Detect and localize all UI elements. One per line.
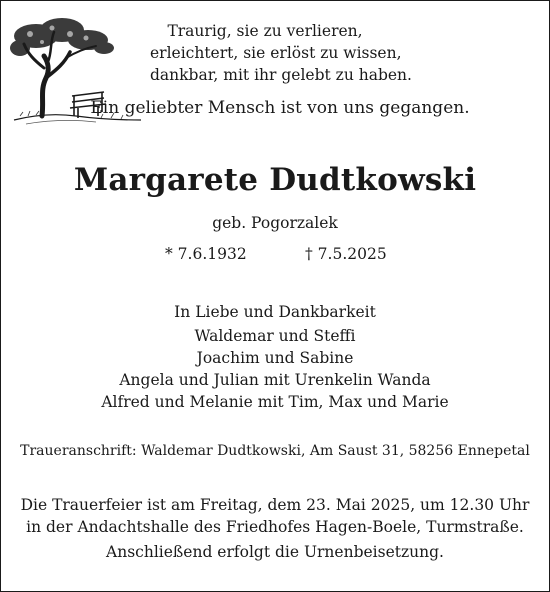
service-line: in der Andachtshalle des Friedhofes Hagen-Boele, Turmstraße. [26, 518, 524, 536]
mourner-line: Waldemar und Steffi [194, 327, 356, 345]
poem-line: erleichtert, sie erlöst zu wissen, [150, 44, 402, 62]
mourner-line: Joachim und Sabine [196, 349, 354, 367]
mourners-list [0, 301, 550, 413]
poem-line: dankbar, mit ihr gelebt zu haben. [150, 66, 412, 84]
birth-date: * 7.6.1932 [165, 245, 247, 263]
poem-line: Traurig, sie zu verlieren, [167, 22, 363, 40]
deceased-name: Margarete Dudtkowski [73, 162, 477, 198]
death-date: † 7.5.2025 [305, 245, 387, 263]
poem [150, 20, 412, 86]
mourner-line: Angela und Julian mit Urenkelin Wanda [119, 371, 431, 389]
service-line: Die Trauerfeier ist am Freitag, dem 23. Mai 2025, um 12.30 Uhr [20, 496, 530, 514]
mourning-address: Traueranschrift: Waldemar Dudtkowski, Am Saust 31, 58256 Ennepetal [20, 443, 530, 459]
service-details [0, 494, 550, 563]
birth-name: geb. Pogorzalek [212, 214, 338, 232]
mourner-line: Alfred und Melanie mit Tim, Max und Marie [101, 393, 449, 411]
announcement-line: Ein geliebter Mensch ist von uns gegangen. [90, 98, 470, 118]
urn-burial-line: Anschließend erfolgt die Urnenbeisetzung. [106, 543, 444, 561]
mourners-intro: In Liebe und Dankbarkeit [174, 303, 376, 321]
